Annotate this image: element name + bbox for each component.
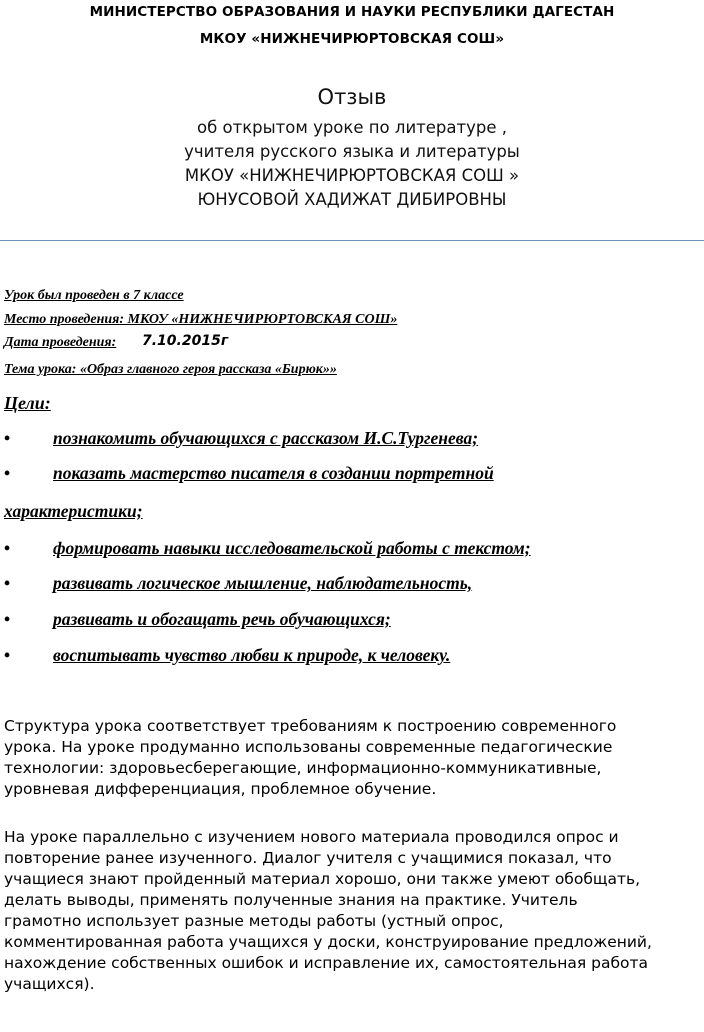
bullet-icon: •: [4, 463, 11, 483]
paragraph-line: повторение ранее изученного. Диалог учителя с учащимися показал, что: [4, 849, 612, 867]
paragraph-line: грамотно использует разные методы работы (устный опрос,: [4, 912, 504, 930]
goal-text-continuation: характеристики;: [4, 501, 143, 521]
goal-text: развивать и обогащать речь обучающихся;: [53, 609, 391, 629]
bullet-icon: •: [4, 645, 11, 665]
paragraph-line: Структура урока соответствует требованиям к построению современного: [4, 717, 617, 735]
lesson-place-line: Место проведения: МКОУ «НИЖНЕЧИРЮРТОВСКАЯ СОШ»: [4, 312, 398, 327]
paragraph-line: На уроке параллельно с изучением нового материала проводился опрос и: [4, 828, 619, 846]
lesson-topic-line: Тема урока: «Образ главного героя рассказа «Бирюк»»: [4, 362, 337, 377]
teacher-name: ЮНУСОВОЙ ХАДИЖАТ ДИБИРОВНЫ: [197, 190, 507, 209]
goal-text: воспитывать чувство любви к природе, к человеку.: [53, 645, 451, 665]
paragraph-line: уровневая дифференциация, проблемное обучение.: [4, 780, 437, 798]
body-paragraph: [4, 827, 704, 995]
goal-text: формировать навыки исследовательской работы с текстом;: [53, 538, 531, 558]
review-subtitle-line: учителя русского языка и литературы: [184, 142, 520, 161]
review-subtitle-line: об открытом уроке по литературе ,: [196, 118, 508, 137]
goal-text: познакомить обучающихся с рассказом И.С.Тургенева;: [53, 428, 479, 448]
paragraph-line: делать выводы, применять полученные знания на практике. Учитель: [4, 891, 578, 909]
review-subtitle-line: МКОУ «НИЖНЕЧИРЮРТОВСКАЯ СОШ »: [184, 166, 520, 185]
review-title: Отзыв: [317, 85, 387, 109]
lesson-date-label: Дата проведения:: [4, 335, 117, 350]
goal-text: развивать логическое мышление, наблюдательность,: [53, 573, 473, 593]
paragraph-line: технологии: здоровьесберегающие, информационно-коммуникативные,: [4, 759, 602, 777]
bullet-icon: •: [4, 538, 11, 558]
bullet-icon: •: [4, 609, 11, 629]
goals-heading: Цели:: [4, 393, 51, 413]
paragraph-line: учащиеся знают пройденный материал хорошо, они также умеют обобщать,: [4, 870, 641, 888]
horizontal-divider: [0, 240, 704, 241]
school-heading: МКОУ «НИЖНЕЧИРЮРТОВСКАЯ СОШ»: [199, 31, 505, 47]
paragraph-line: нахождение собственных ошибок и исправление их, самостоятельная работа: [4, 954, 649, 972]
paragraph-line: комментированная работа учащихся у доски, конструирование предложений,: [4, 933, 652, 951]
paragraph-line: урока. На уроке продуманно использованы современные педагогические: [4, 738, 613, 756]
body-paragraph: [4, 716, 704, 800]
lesson-class-line: Урок был проведен в 7 классе: [4, 288, 184, 303]
bullet-icon: •: [4, 573, 11, 593]
paragraph-line: учащихся).: [4, 975, 95, 993]
bullet-icon: •: [4, 428, 11, 448]
goal-text: показать мастерство писателя в создании портретной: [53, 463, 494, 483]
ministry-heading: МИНИСТЕРСТВО ОБРАЗОВАНИЯ И НАУКИ РЕСПУБЛИКИ ДАГЕСТАН: [89, 4, 615, 20]
lesson-date-value: 7.10.2015г: [142, 333, 229, 349]
